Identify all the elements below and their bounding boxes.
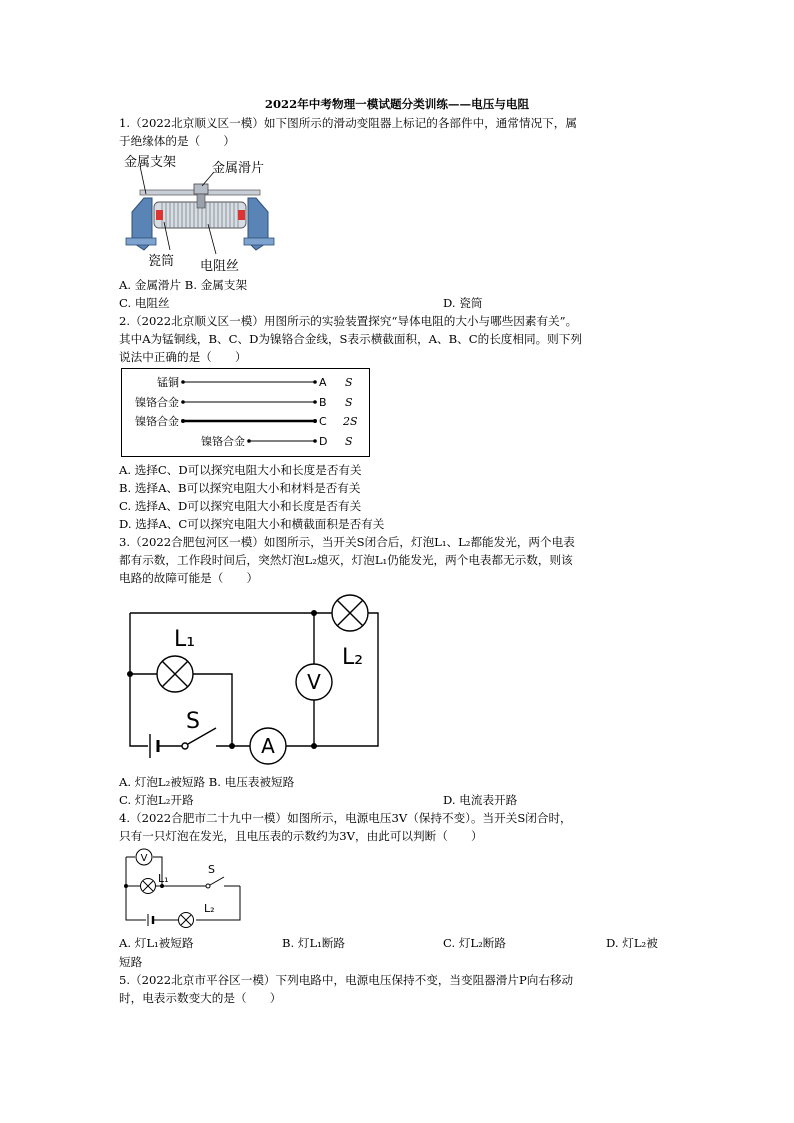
wire-d-material: 镍铬合金 xyxy=(201,435,245,448)
wire-b-material: 镍铬合金 xyxy=(135,396,179,409)
q4-stem-line1: 4.（2022合肥市二十九中一模）如图所示，电源电压3V（保持不变）。当开关S闭合时， xyxy=(119,811,572,825)
q3-lamp-l2 xyxy=(332,595,368,631)
q3-label-l1: L₁ xyxy=(174,627,196,652)
q4-stem-line2: 只有一只灯泡在发光，且电压表的示数约为3V，由此可以判断（ ） xyxy=(119,829,483,843)
wire-d-letter: D xyxy=(319,435,328,448)
q3-label-s: S xyxy=(186,709,200,734)
q2-option-c: C. 选择A、D可以探究电阻大小和长度是否有关 xyxy=(119,499,362,513)
wire-a-material: 锰铜 xyxy=(157,376,179,389)
q4-label-l2: L₂ xyxy=(204,902,215,915)
q1-stem-line2: 于绝缘体的是（ ） xyxy=(119,134,235,148)
q2-stem-line3: 说法中正确的是（ ） xyxy=(119,350,247,364)
q4-circuit-figure xyxy=(118,846,248,932)
q4-label-l1: L₁ xyxy=(158,872,169,885)
label-ceramic-tube: 瓷筒 xyxy=(148,254,175,269)
rheostat-figure xyxy=(118,150,288,275)
q3-stem-line1: 3.（2022合肥包河区一模）如图所示，当开关S闭合后，灯泡L₁、L₂都能发光，两个电表 xyxy=(119,535,575,549)
wire-c-letter: C xyxy=(319,415,327,428)
q4-battery xyxy=(148,914,153,926)
label-metal-bracket: 金属支架 xyxy=(124,155,177,170)
q3-ammeter-label: A xyxy=(261,734,275,758)
q3-battery xyxy=(150,734,158,758)
q1-stem-line1: 1.（2022北京顺义区一模）如下图所示的滑动变阻器上标记的各部件中，通常情况下，属 xyxy=(119,116,577,130)
q2-stem-line1: 2.（2022北京顺义区一模）用图所示的实验装置探究“导体电阻的大小与哪些因素有关”。 xyxy=(119,314,578,328)
q1-option-a-b: A. 金属滑片 B. 金属支架 xyxy=(119,278,248,292)
q3-stem-line3: 电路的故障可能是（ ） xyxy=(119,571,259,585)
q3-stem-line2: 都有示数，工作段时间后，突然灯泡L₂熄灭，灯泡L₁仍能发光，两个电表都无示数，则该 xyxy=(119,553,573,567)
q4-option-a: A. 灯L₁被短路 xyxy=(119,936,194,950)
q4-option-d: D. 灯L₂被 xyxy=(606,936,658,950)
q4-option-c: C. 灯L₂断路 xyxy=(443,936,506,950)
q3-label-l2: L₂ xyxy=(342,645,364,670)
wire-c-material: 镍铬合金 xyxy=(135,415,179,428)
q4-voltmeter-label: V xyxy=(140,853,148,864)
q1-option-d: D. 瓷筒 xyxy=(443,296,483,310)
q3-option-d: D. 电流表开路 xyxy=(443,793,518,807)
q2-option-d: D. 选择A、C可以探究电阻大小和横截面积是否有关 xyxy=(119,517,385,531)
label-metal-slider: 金属滑片 xyxy=(212,161,265,176)
wire-b-letter: B xyxy=(319,396,327,409)
wire-a-letter: A xyxy=(319,376,327,389)
q4-option-b: B. 灯L₁断路 xyxy=(282,936,346,950)
q1-option-c: C. 电阻丝 xyxy=(119,296,170,310)
rheostat-slider xyxy=(194,184,208,194)
wire-a-area: S xyxy=(345,376,353,389)
q5-stem-line2: 时，电表示数变大的是（ ） xyxy=(119,991,282,1005)
q2-stem-line2: 其中A为锰铜线，B、C、D为镍铬合金线，S表示横截面积，A、B、C的长度相同。则下列 xyxy=(119,332,582,346)
rheostat-left-terminal xyxy=(156,210,163,220)
doc-title: 2022年中考物理一模试题分类训练——电压与电阻 xyxy=(264,97,530,111)
q2-option-b: B. 选择A、B可以探究电阻大小和材料是否有关 xyxy=(119,481,361,495)
rheostat-right-terminal xyxy=(238,210,245,220)
q3-option-c: C. 灯泡L₂开路 xyxy=(119,793,194,807)
q5-stem-line1: 5.（2022北京市平谷区一模）下列电路中，电源电压保持不变，当变阻器滑片P向右移动 xyxy=(119,973,574,987)
wire-b-area: S xyxy=(345,396,353,409)
q4-option-d-continued: 短路 xyxy=(119,955,143,969)
q4-lamp-l2 xyxy=(179,913,194,928)
q3-option-a-b: A. 灯泡L₂被短路 B. 电压表被短路 xyxy=(119,775,295,789)
q3-lamp-l1 xyxy=(157,656,193,692)
q4-lamp-l1 xyxy=(141,879,156,894)
q4-label-s: S xyxy=(208,863,215,876)
wire-d-area: S xyxy=(345,435,353,448)
q4-switch xyxy=(206,877,224,888)
wire-c-area: 2S xyxy=(343,415,358,428)
q3-voltmeter-label: V xyxy=(307,670,321,694)
q3-circuit-figure xyxy=(118,588,388,773)
q2-option-a: A. 选择C、D可以探究电阻大小和长度是否有关 xyxy=(119,463,362,477)
wire-samples-figure xyxy=(121,368,371,458)
label-resistance-wire: 电阻丝 xyxy=(200,259,240,274)
